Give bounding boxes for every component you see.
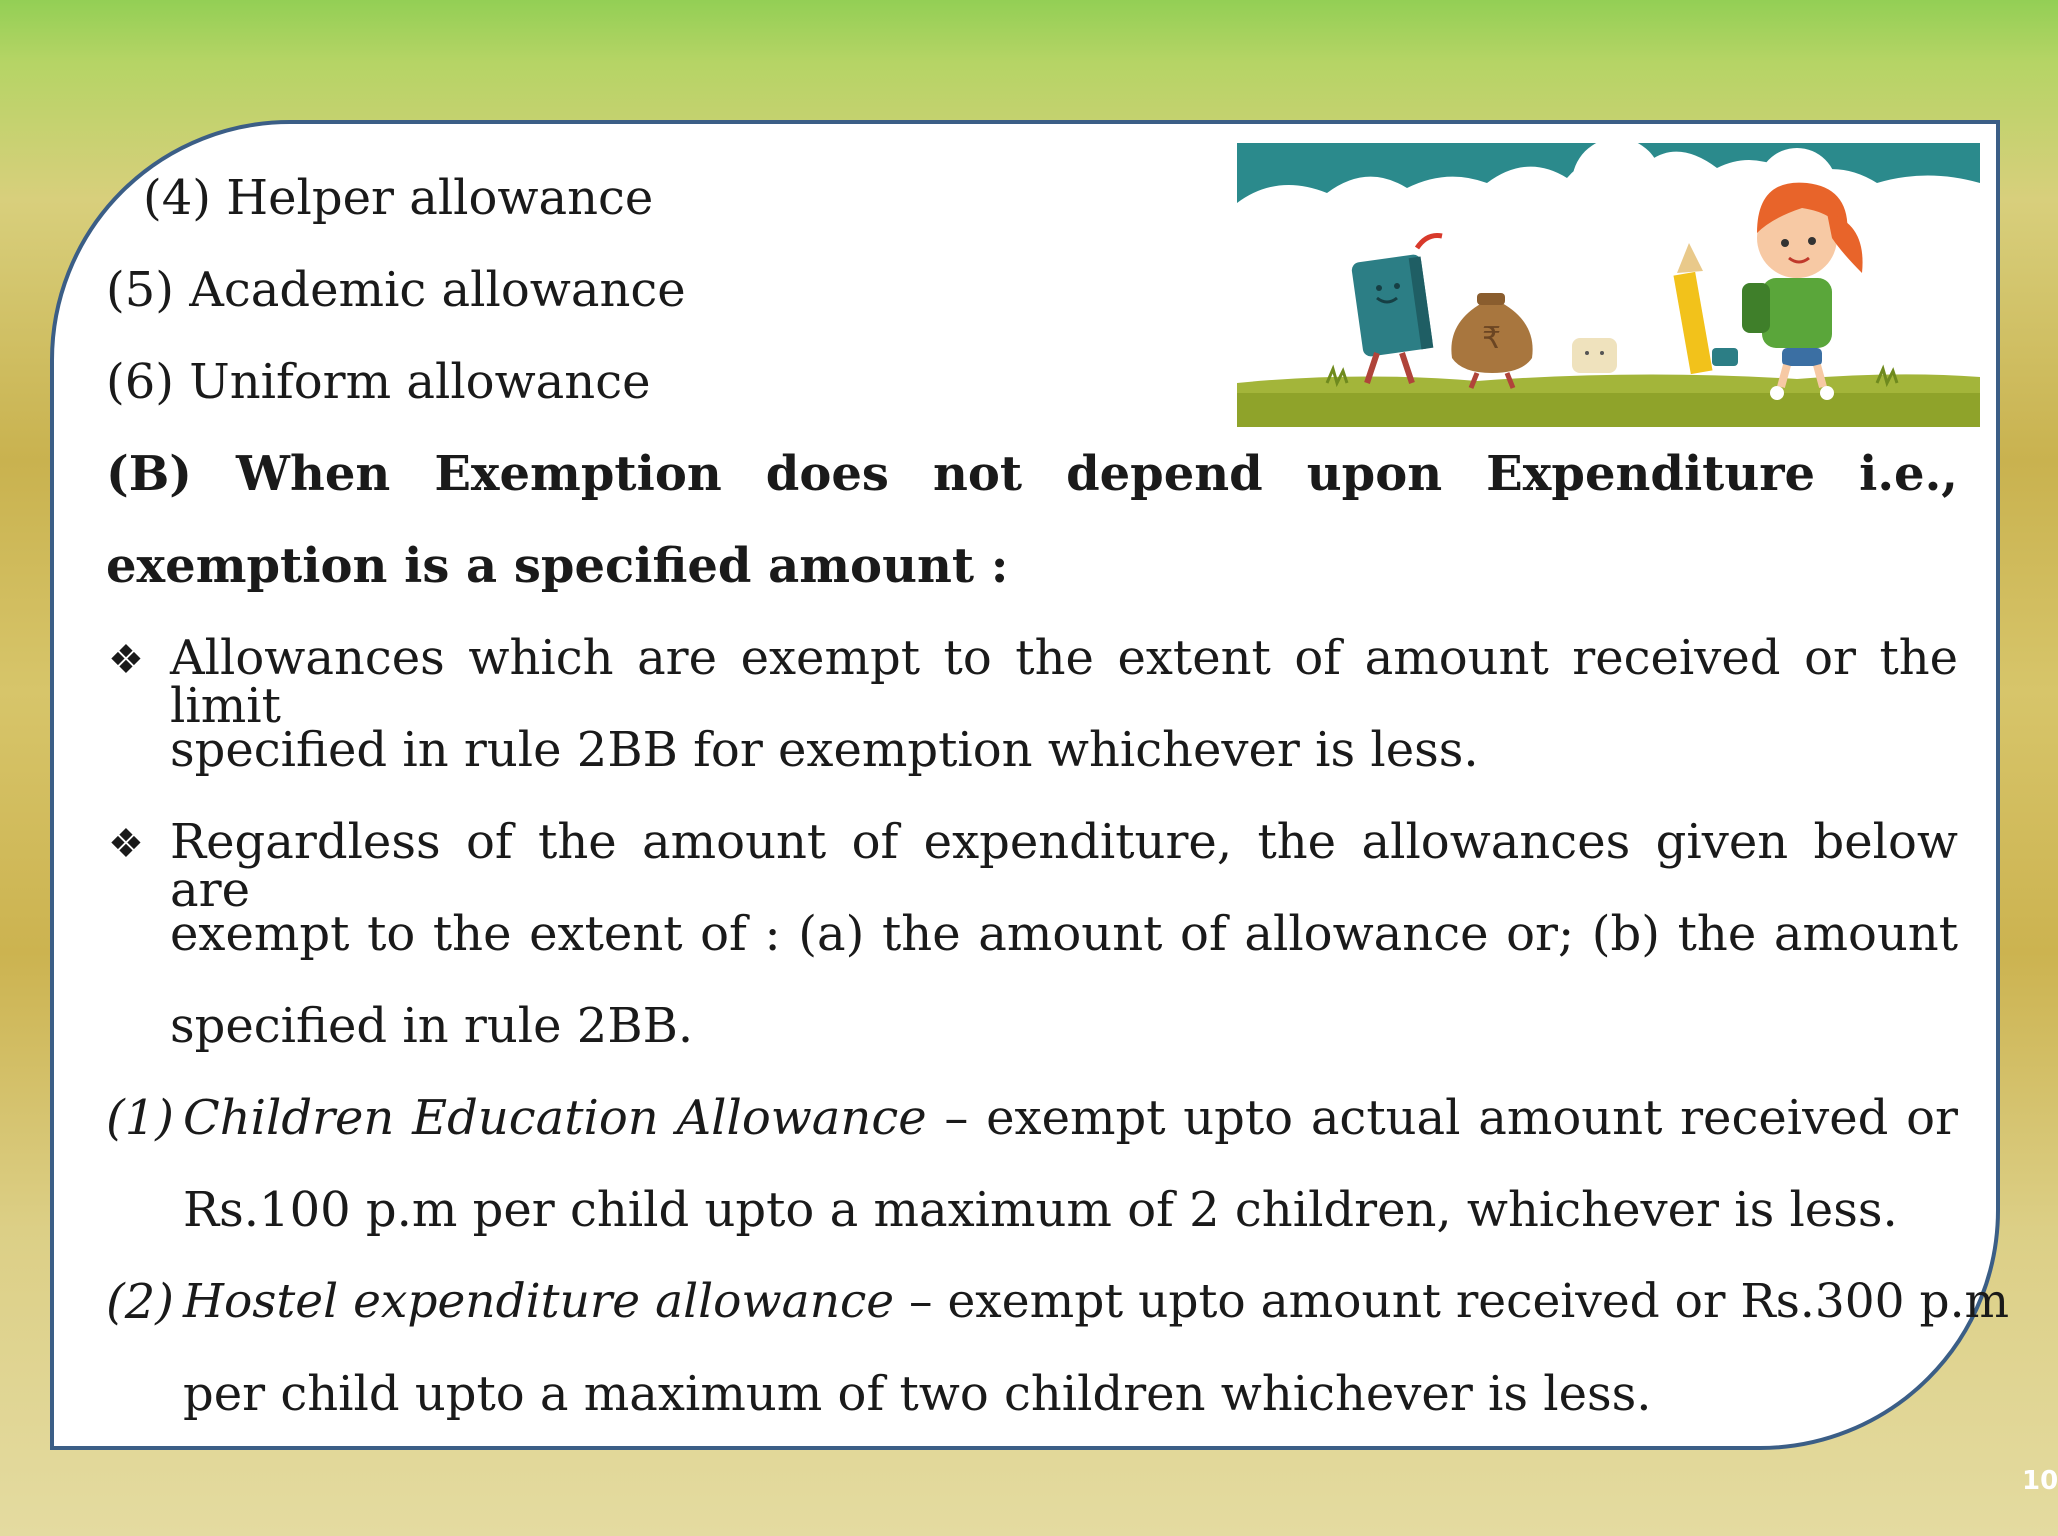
bullet-2-line-1: Regardless of the amount of expenditure, the allowances given below are (170, 814, 1958, 918)
numbered-item-2-title: Hostel expenditure allowance (183, 1274, 895, 1329)
diamond-bullet-icon: ❖ (108, 821, 144, 867)
bullet-1-line-2: specified in rule 2BB for exemption whichever is less. (170, 722, 1479, 778)
numbered-item-1-prefix: (1) (106, 1090, 174, 1146)
list-item-academic-allowance: (5) Academic allowance (106, 262, 686, 318)
section-heading-b: (B) When Exemption does not depend upon Expenditure i.e., (106, 446, 1959, 502)
list-item-uniform-allowance: (6) Uniform allowance (106, 354, 651, 410)
section-heading-b-line2: exemption is a specified amount : (106, 538, 1009, 594)
list-item-helper-allowance: (4) Helper allowance (143, 170, 654, 226)
numbered-item-2-line-1 (183, 1274, 2010, 1329)
numbered-item-2-rest: – exempt upto amount received or Rs.300 p.m (894, 1274, 2010, 1329)
numbered-item-1-line-2: Rs.100 p.m per child upto a maximum of 2 children, whichever is less. (183, 1182, 1898, 1238)
page-number: 10 (2022, 1466, 2058, 1496)
numbered-item-2-line-2: per child upto a maximum of two children whichever is less. (183, 1366, 1652, 1422)
diamond-bullet-icon: ❖ (108, 637, 144, 683)
kids-walking-illustration (1237, 143, 1980, 427)
numbered-item-2-prefix: (2) (106, 1274, 174, 1330)
svg-text:₹: ₹ (1482, 321, 1502, 356)
bullet-2-line-2: exempt to the extent of : (a) the amount of allowance or; (b) the amount (170, 906, 1959, 962)
bullet-2-line-3: specified in rule 2BB. (170, 998, 694, 1054)
bullet-1-line-1: Allowances which are exempt to the extent of amount received or the limit (170, 630, 1959, 734)
numbered-item-1-line-1: Children Education Allowance – exempt upto actual amount received or (183, 1090, 1958, 1146)
